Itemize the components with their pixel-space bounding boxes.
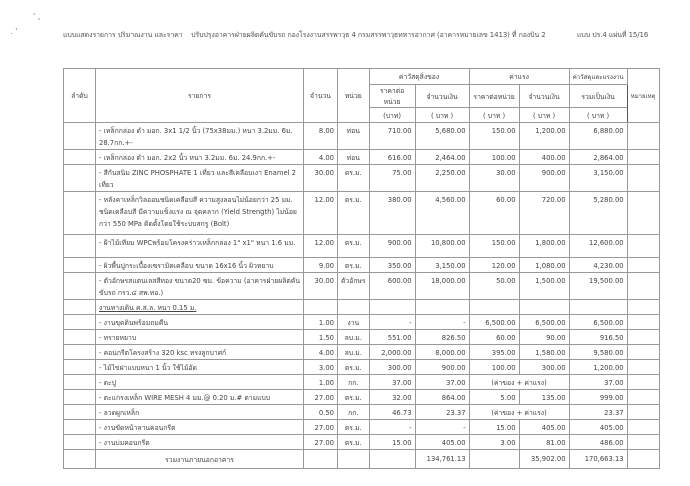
row-remark-cell	[627, 258, 659, 273]
row-item-description: - เหล็กกล่อง ดำ มอก. 2x2 นิ้ว หนา 3.2มม. 6ม. 24.9กก.+-	[96, 150, 304, 165]
row-mat-unit-price: 75.00	[369, 165, 415, 192]
row-item-description: - สีกันสนิม ZINC PHOSPHATE 1 เที่ยว และสีเคลือบเงา Enamel 2 เที่ยว	[96, 165, 304, 192]
scan-speck: . '	[10, 27, 18, 36]
row-total-cell	[569, 300, 627, 315]
row-unit: ลบ.ม.	[338, 345, 370, 360]
bill-of-quantities-table	[63, 68, 660, 469]
row-mat-amount: 18,000.00	[415, 273, 469, 300]
row-qty: 3.00	[304, 360, 338, 375]
row-total-amount: 12,600.00	[569, 235, 627, 258]
row-no-cell	[64, 315, 96, 330]
row-mat-unit-price: 380.00	[369, 192, 415, 235]
row-no-cell	[64, 192, 96, 235]
row-lab-price-cell	[469, 300, 519, 315]
row-total-amount: 405.00	[569, 420, 627, 435]
row-remark-cell	[627, 435, 659, 450]
row-lab-amount: 1,800.00	[519, 235, 569, 258]
row-mat-amount: 10,800.00	[415, 235, 469, 258]
table-row	[64, 405, 660, 420]
row-lab-unit-price: 3.00	[469, 435, 519, 450]
header-item: รายการ	[96, 69, 304, 123]
row-lab-unit-price: 15.00	[469, 420, 519, 435]
row-unit: งาน	[338, 315, 370, 330]
row-no-cell	[64, 405, 96, 420]
table-row	[64, 420, 660, 435]
row-lab-unit-price: 100.00	[469, 360, 519, 375]
header-no: ลำดับ	[64, 69, 96, 123]
row-unit: ตัวอักษร	[338, 273, 370, 300]
table-row	[64, 192, 660, 235]
row-remark-cell	[627, 360, 659, 375]
row-lab-amount: 81.00	[519, 435, 569, 450]
total-unit-cell	[338, 450, 370, 469]
row-lab-unit-price: 100.00	[469, 150, 519, 165]
scan-speck: ' ,	[33, 12, 41, 21]
row-mat-unit-price: 2,000.00	[369, 345, 415, 360]
row-mat-unit-price: -	[369, 315, 415, 330]
row-mat-amount: -	[415, 420, 469, 435]
row-no-cell	[64, 235, 96, 258]
row-no-cell	[64, 420, 96, 435]
row-total-amount: 486.00	[569, 435, 627, 450]
row-mat-amount-cell	[415, 300, 469, 315]
row-total-amount: 916.50	[569, 330, 627, 345]
row-lab-amount: 900.00	[519, 165, 569, 192]
row-labor-merged-note: (ค่าของ + ค่าแรง)	[469, 405, 569, 420]
row-no-cell	[64, 123, 96, 150]
total-no-cell	[64, 450, 96, 469]
table-row	[64, 150, 660, 165]
row-item-description: - ตะปู	[96, 375, 304, 390]
row-remark-cell	[627, 300, 659, 315]
table-row	[64, 375, 660, 390]
row-no-cell	[64, 435, 96, 450]
table-row	[64, 165, 660, 192]
row-unit: ตร.ม.	[338, 420, 370, 435]
header-baht: (บาท)	[369, 108, 415, 123]
row-mat-unit-price: 616.00	[369, 150, 415, 165]
header-total: รวมเป็นเงิน	[569, 85, 627, 108]
row-unit: ตร.ม.	[338, 165, 370, 192]
row-lab-unit-price: 120.00	[469, 258, 519, 273]
header-baht: ( บาท )	[415, 108, 469, 123]
row-no-cell	[64, 390, 96, 405]
total-mat-price-cell	[369, 450, 415, 469]
total-mat-amount: 134,761.13	[415, 450, 469, 469]
row-mat-amount: -	[415, 315, 469, 330]
row-mat-amount: 900.00	[415, 360, 469, 375]
row-remark-cell	[627, 345, 659, 360]
row-total-amount: 6,880.00	[569, 123, 627, 150]
row-no-cell	[64, 345, 96, 360]
row-mat-amount: 2,250.00	[415, 165, 469, 192]
row-qty: 30.00	[304, 273, 338, 300]
row-total-amount: 9,580.00	[569, 345, 627, 360]
row-lab-unit-price: 60.00	[469, 192, 519, 235]
row-qty: 1.50	[304, 330, 338, 345]
row-lab-amount-cell	[519, 300, 569, 315]
row-mat-amount: 3,150.00	[415, 258, 469, 273]
row-mat-amount: 23.37	[415, 405, 469, 420]
row-qty: 4.00	[304, 345, 338, 360]
row-no-cell	[64, 375, 96, 390]
row-qty: 12.00	[304, 192, 338, 235]
row-mat-unit-price: 710.00	[369, 123, 415, 150]
total-grand-amount: 170,663.13	[569, 450, 627, 469]
row-qty: 8.00	[304, 123, 338, 150]
total-lab-amount: 35,902.00	[519, 450, 569, 469]
form-title: แบบแสดงรายการ ปริมาณงาน และราคา	[63, 31, 183, 39]
row-mat-unit-price: 46.73	[369, 405, 415, 420]
header-baht: ( บาท )	[469, 108, 519, 123]
header-qty: จำนวน	[304, 69, 338, 123]
row-unit: ตร.ม.	[338, 235, 370, 258]
row-item-description: - เหล็กกล่อง ดำ มอก. 3x1 1/2 นิ้ว (75x38มม.) หนา 3.2มม. 6ม. 28.7กก.+-	[96, 123, 304, 150]
table-row	[64, 315, 660, 330]
table-row	[64, 273, 660, 300]
document-title	[63, 30, 546, 41]
row-total-amount: 1,200.00	[569, 360, 627, 375]
row-mat-price-cell	[369, 300, 415, 315]
row-unit: ตร.ม.	[338, 390, 370, 405]
row-mat-amount: 826.50	[415, 330, 469, 345]
table-row	[64, 390, 660, 405]
header-unit: หน่วย	[338, 69, 370, 123]
row-qty-cell	[304, 300, 338, 315]
row-item-description: - ตัวอักษรสแตนเลสสีทอง ขนาด20 ซม. ข้อความ (อาคารฝ่ายผลิตคันขับรถ กรว.๔ สพ.ทอ.)	[96, 273, 304, 300]
row-total-amount: 3,150.00	[569, 165, 627, 192]
row-mat-amount: 4,560.00	[415, 192, 469, 235]
project-name: ปรับปรุงอาคารฝ่ายผลิตคันขับรถ กองโรงงานสรรพาวุธ 4 กรมสรรพาวุธทหารอากาศ (อาคารหมายเลข 1413) ที่ กองบิน 2	[191, 31, 546, 39]
row-total-amount: 2,864.00	[569, 150, 627, 165]
total-remark-cell	[627, 450, 659, 469]
row-total-amount: 23.37	[569, 405, 627, 420]
row-item-description: - ตะแกรงเหล็ก WIRE MESH 4 มม.@ 0.20 ม.# ตามแบบ	[96, 390, 304, 405]
total-lab-price-cell	[469, 450, 519, 469]
row-lab-amount: 135.00	[519, 390, 569, 405]
section-row	[64, 300, 660, 315]
row-mat-unit-price: 15.00	[369, 435, 415, 450]
row-lab-unit-price: 150.00	[469, 123, 519, 150]
row-no-cell	[64, 273, 96, 300]
row-unit: ท่อน	[338, 150, 370, 165]
row-item-description: - ผิวพื้นปูกระเบื้องเซรามิคเคลือบ ขนาด 16x16 นิ้ว ผิวหยาบ	[96, 258, 304, 273]
header-baht: ( บาท )	[569, 108, 627, 123]
row-item-description: - ไม้ไข่ฝาแบบหนา 1 นิ้ว ใช้ไม้อัด	[96, 360, 304, 375]
row-qty: 27.00	[304, 420, 338, 435]
row-mat-unit-price: -	[369, 420, 415, 435]
row-lab-amount: 90.00	[519, 330, 569, 345]
row-item-description: - งานบ่มคอนกรีต	[96, 435, 304, 450]
row-lab-unit-price: 6,500.00	[469, 315, 519, 330]
row-remark-cell	[627, 315, 659, 330]
row-no-cell	[64, 300, 96, 315]
total-qty-cell	[304, 450, 338, 469]
row-item-description: - หลังคาเหล็กวิลออนชนิดเคลือบสี ความสูงลอนไม่น้อยกว่า 25 มม. ชนิดเคลือบสี มีความแข็งแรง ณ จุดคลาก (Yield Strength) ไม่น้อยกว่า 550 MPa ติดตั้งโดยใช้ระบบสกรู (Bolt)	[96, 192, 304, 235]
row-lab-amount: 6,500.00	[519, 315, 569, 330]
row-mat-amount: 864.00	[415, 390, 469, 405]
table-row	[64, 235, 660, 258]
row-lab-amount: 405.00	[519, 420, 569, 435]
row-remark-cell	[627, 165, 659, 192]
row-mat-unit-price: 32.00	[369, 390, 415, 405]
row-total-amount: 5,280.00	[569, 192, 627, 235]
form-page-number: แบบ ปร.4 แผ่นที่ 15/16	[577, 31, 649, 39]
table-row	[64, 330, 660, 345]
row-total-amount: 4,230.00	[569, 258, 627, 273]
row-qty: 27.00	[304, 390, 338, 405]
row-mat-amount: 37.00	[415, 375, 469, 390]
row-item-description: - คอนกรีตโครงสร้าง 320 ksc ทรงลูกบาศก์	[96, 345, 304, 360]
row-lab-amount: 400.00	[519, 150, 569, 165]
row-mat-unit-price: 600.00	[369, 273, 415, 300]
row-total-amount: 999.00	[569, 390, 627, 405]
total-label: รวมงานภายนอกอาคาร	[96, 450, 304, 469]
header-labor-group: ค่าแรง	[469, 69, 569, 85]
row-total-amount: 19,500.00	[569, 273, 627, 300]
row-lab-unit-price: 60.00	[469, 330, 519, 345]
row-item-description: - งานขัดหน้าลานคอนกรีต	[96, 420, 304, 435]
row-remark-cell	[627, 273, 659, 300]
row-unit: กก.	[338, 375, 370, 390]
row-mat-unit-price: 551.00	[369, 330, 415, 345]
row-item-description: - ทรายหยาบ	[96, 330, 304, 345]
row-lab-amount: 1,080.00	[519, 258, 569, 273]
table-row	[64, 258, 660, 273]
row-qty: 30.00	[304, 165, 338, 192]
header-remark: หมายเหตุ	[627, 69, 659, 123]
row-total-amount: 37.00	[569, 375, 627, 390]
row-remark-cell	[627, 375, 659, 390]
row-mat-unit-price: 300.00	[369, 360, 415, 375]
total-row	[64, 450, 660, 469]
header-material-group: ค่าวัสดุสิ่งของ	[369, 69, 469, 85]
row-lab-amount: 720.00	[519, 192, 569, 235]
row-remark-cell	[627, 330, 659, 345]
row-item-description: - งานขุดดินพร้อมถมคืน	[96, 315, 304, 330]
row-lab-amount: 1,200.00	[519, 123, 569, 150]
row-qty: 1.00	[304, 315, 338, 330]
row-unit: ตร.ม.	[338, 360, 370, 375]
row-remark-cell	[627, 390, 659, 405]
row-mat-unit-price: 350.00	[369, 258, 415, 273]
header-lab-amount: จำนวนเงิน	[519, 85, 569, 108]
row-lab-unit-price: 50.00	[469, 273, 519, 300]
row-remark-cell	[627, 405, 659, 420]
row-no-cell	[64, 150, 96, 165]
row-lab-unit-price: 30.00	[469, 165, 519, 192]
row-total-amount: 6,500.00	[569, 315, 627, 330]
row-unit: กก.	[338, 405, 370, 420]
header-lab-unit-price: ราคาต่อหน่วย	[469, 85, 519, 108]
row-unit: ตร.ม.	[338, 258, 370, 273]
row-unit: ตร.ม.	[338, 435, 370, 450]
header-mat-amount: จำนวนเงิน	[415, 85, 469, 108]
row-labor-merged-note: (ค่าของ + ค่าแรง)	[469, 375, 569, 390]
row-item-description: - ลวดผูกเหล็ก	[96, 405, 304, 420]
header-total-group: ค่าวัสดุและแรงงาน	[569, 69, 627, 85]
row-unit: ลบ.ม.	[338, 330, 370, 345]
row-remark-cell	[627, 192, 659, 235]
row-remark-cell	[627, 420, 659, 435]
row-remark-cell	[627, 235, 659, 258]
row-no-cell	[64, 360, 96, 375]
row-mat-amount: 5,680.00	[415, 123, 469, 150]
row-mat-unit-price: 900.00	[369, 235, 415, 258]
row-no-cell	[64, 258, 96, 273]
row-qty: 0.50	[304, 405, 338, 420]
row-lab-unit-price: 395.00	[469, 345, 519, 360]
row-unit-cell	[338, 300, 370, 315]
row-lab-unit-price: 150.00	[469, 235, 519, 258]
row-lab-amount: 300.00	[519, 360, 569, 375]
row-unit: ตร.ม.	[338, 192, 370, 235]
row-lab-amount: 1,580.00	[519, 345, 569, 360]
row-mat-unit-price: 37.00	[369, 375, 415, 390]
row-mat-amount: 8,000.00	[415, 345, 469, 360]
header-mat-unit-price: ราคาต่อหน่วย	[369, 85, 415, 108]
row-remark-cell	[627, 150, 659, 165]
row-item-description: - ฝ้าไม้เทียม WPCพร้อมโครงคร่าวเหล็กกล่อง 1" x1" หนา 1.6 มม.	[96, 235, 304, 258]
table-row	[64, 123, 660, 150]
row-mat-amount: 2,464.00	[415, 150, 469, 165]
table-row	[64, 435, 660, 450]
row-qty: 9.00	[304, 258, 338, 273]
row-qty: 12.00	[304, 235, 338, 258]
row-qty: 4.00	[304, 150, 338, 165]
row-qty: 1.00	[304, 375, 338, 390]
row-lab-unit-price: 5.00	[469, 390, 519, 405]
table-row	[64, 360, 660, 375]
row-remark-cell	[627, 123, 659, 150]
row-lab-amount: 1,500.00	[519, 273, 569, 300]
row-unit: ท่อน	[338, 123, 370, 150]
row-qty: 27.00	[304, 435, 338, 450]
header-baht: ( บาท )	[519, 108, 569, 123]
table-row	[64, 345, 660, 360]
row-no-cell	[64, 330, 96, 345]
row-mat-amount: 405.00	[415, 435, 469, 450]
row-no-cell	[64, 165, 96, 192]
row-item-description: งานทางเดิน ค.ส.ล. หนา 0.15 ม.	[96, 300, 304, 315]
